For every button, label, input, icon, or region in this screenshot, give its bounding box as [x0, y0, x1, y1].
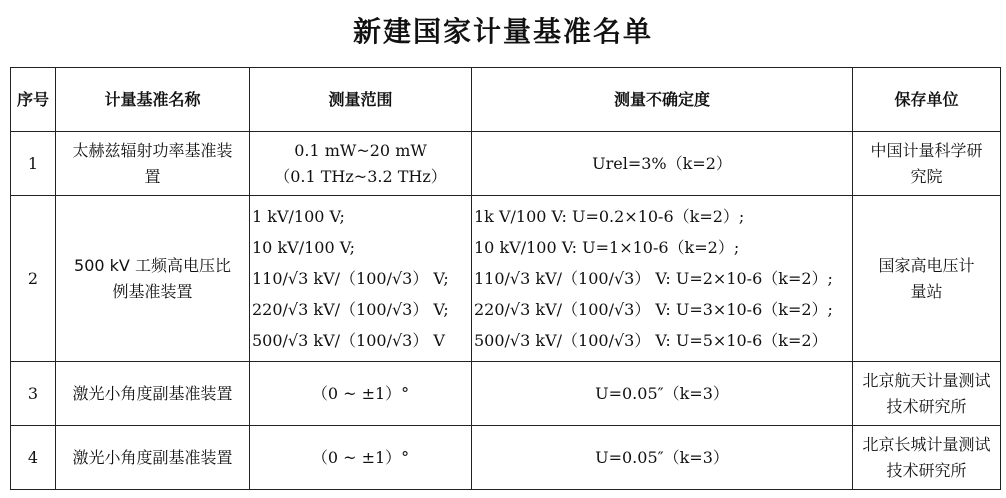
table-row: [11, 132, 1001, 196]
measurement-range: （0 ~ ±1）°: [250, 426, 472, 490]
row-serial: 1: [11, 132, 56, 196]
header-range: 测量范围: [250, 68, 472, 132]
page-title: 新建国家计量基准名单: [352, 15, 653, 48]
measurement-range: （0 ~ ±1）°: [250, 362, 472, 426]
custodian: 北京航天计量测试技术研究所: [853, 362, 1001, 426]
row-serial: 2: [11, 196, 56, 362]
row-serial: 3: [11, 362, 56, 426]
measurement-range: 1 kV/100 V; 10 kV/100 V; 110/√3 kV/（100/√3） V; 220/√3 kV/（100/√3） V; 500/√3 kV/（100/√3） V: [250, 196, 472, 362]
standard-name: 太赫兹辐射功率基准装置: [56, 132, 250, 196]
header-unit: 保存单位: [853, 68, 1001, 132]
custodian: 北京长城计量测试技术研究所: [853, 426, 1001, 490]
custodian: 中国计量科学研究院: [853, 132, 1001, 196]
standard-name: 500 kV 工频高电压比例基准装置: [56, 196, 250, 362]
custodian: 国家高电压计量站: [853, 196, 1001, 362]
standards-table: [10, 67, 1001, 490]
table-row: [11, 362, 1001, 426]
header-uncertainty: 测量不确定度: [472, 68, 853, 132]
table-row: [11, 426, 1001, 490]
header-serial: 序号: [11, 68, 56, 132]
uncertainty: Urel=3%（k=2）: [472, 132, 853, 196]
header-name: 计量基准名称: [56, 68, 250, 132]
standard-name: 激光小角度副基准装置: [56, 426, 250, 490]
uncertainty: 1k V/100 V: U=0.2×10-6（k=2）; 10 kV/100 V: U=1×10-6（k=2）; 110/√3 kV/（100/√3） V: U=2×10-6（k=2）; 220/√3 kV/（100/√3） V: U=3×10-6（k=2）; 500/√3 kV/（100/√3） V: U=5×10-6（k=2）: [472, 196, 853, 362]
uncertainty: U=0.05″（k=3）: [472, 426, 853, 490]
table-header-row: [11, 68, 1001, 132]
row-serial: 4: [11, 426, 56, 490]
standard-name: 激光小角度副基准装置: [56, 362, 250, 426]
measurement-range: 0.1 mW~20 mW （0.1 THz~3.2 THz）: [250, 132, 472, 196]
uncertainty: U=0.05″（k=3）: [472, 362, 853, 426]
table-row: [11, 196, 1001, 362]
